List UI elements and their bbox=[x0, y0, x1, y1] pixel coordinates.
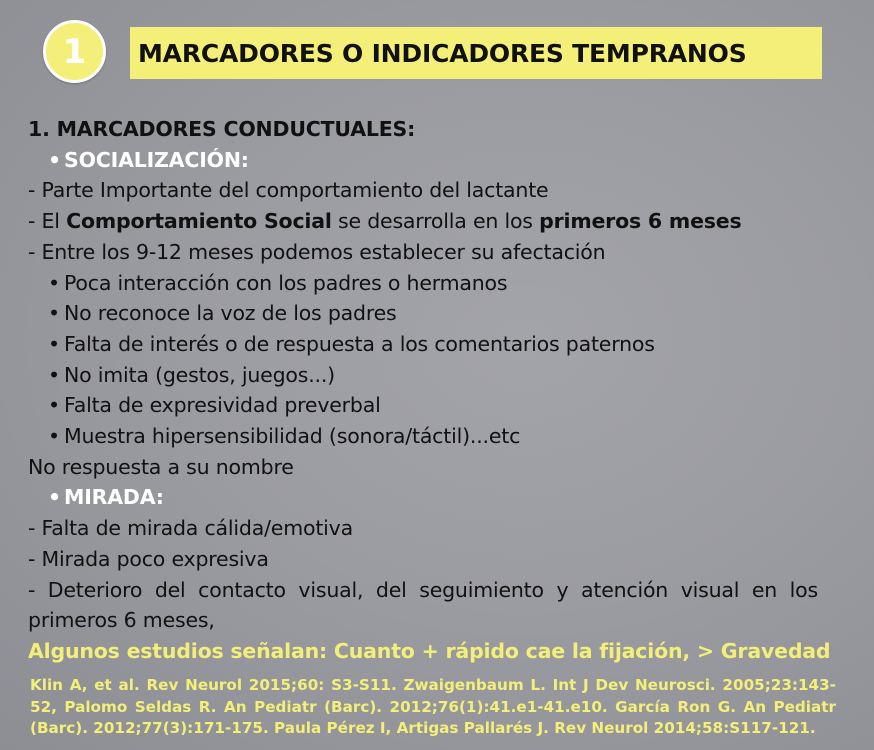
dash-item: - Entre los 9-12 meses podemos establecer su afectación bbox=[28, 239, 606, 264]
bullet-icon: • bbox=[48, 424, 60, 449]
dash-item: - El Comportamiento Social se desarrolla en los primeros 6 meses bbox=[28, 209, 742, 234]
highlight-statement: Algunos estudios señalan: Cuanto + rápido cae la fijación, > Gravedad bbox=[28, 638, 831, 663]
section-heading: 1. MARCADORES CONDUCTUALES: bbox=[28, 117, 416, 141]
bullet-item: • Falta de expresividad preverbal bbox=[28, 390, 828, 421]
emphasis-text: primeros 6 meses bbox=[539, 209, 742, 234]
bullet-item: • No reconoce la voz de los padres bbox=[28, 298, 828, 329]
bullet-icon: • bbox=[48, 393, 60, 418]
bullet-item: • Poca interacción con los padres o hermanos bbox=[28, 268, 828, 299]
bullet-icon: • bbox=[48, 362, 60, 387]
bullet-item: • Muestra hipersensibilidad (sonora/táctil)...etc bbox=[28, 421, 828, 452]
slide-title: MARCADORES O INDICADORES TEMPRANOS bbox=[138, 38, 747, 68]
slide-number-badge bbox=[43, 20, 106, 83]
emphasis-text: Comportamiento Social bbox=[66, 209, 332, 234]
subheading-socializacion: • SOCIALIZACIÓN: bbox=[28, 145, 828, 176]
dash-item: - Falta de mirada cálida/emotiva bbox=[28, 516, 353, 541]
title-banner bbox=[130, 27, 822, 79]
plain-item: No respuesta a su nombre bbox=[28, 454, 294, 479]
dash-item: - Mirada poco expresiva bbox=[28, 546, 269, 571]
bullet-icon: • bbox=[48, 331, 60, 356]
references: Klin A, et al. Rev Neurol 2015;60: S3-S11. Zwaigenbaum L. Int J Dev Neurosci. 2005;23:143-52, Palomo Seldas R. An Pediatr (Barc). 2012;76(1):41.e1-41.e10. García Ron G. An Pediatr (Barc). 2012;77(3):171-175. Paula Pérez I, Artigas Pallarés J. Rev Neurol 2014;58:S117-121. bbox=[30, 676, 836, 737]
subheading-mirada: • MIRADA: bbox=[28, 482, 828, 513]
slide-body bbox=[28, 114, 831, 667]
bullet-icon: • bbox=[48, 147, 61, 172]
slide-number: 1 bbox=[62, 31, 87, 72]
bullet-item: • Falta de interés o de respuesta a los comentarios paternos bbox=[28, 329, 828, 360]
dash-item: - Deterioro del contacto visual, del seguimiento y atención visual en los primeros 6 meses, bbox=[28, 577, 818, 633]
bullet-icon: • bbox=[48, 485, 61, 510]
bullet-icon: • bbox=[48, 301, 60, 326]
bullet-item: • No imita (gestos, juegos...) bbox=[28, 360, 828, 391]
bullet-icon: • bbox=[48, 270, 60, 295]
dash-item: - Parte Importante del comportamiento del lactante bbox=[28, 178, 549, 203]
